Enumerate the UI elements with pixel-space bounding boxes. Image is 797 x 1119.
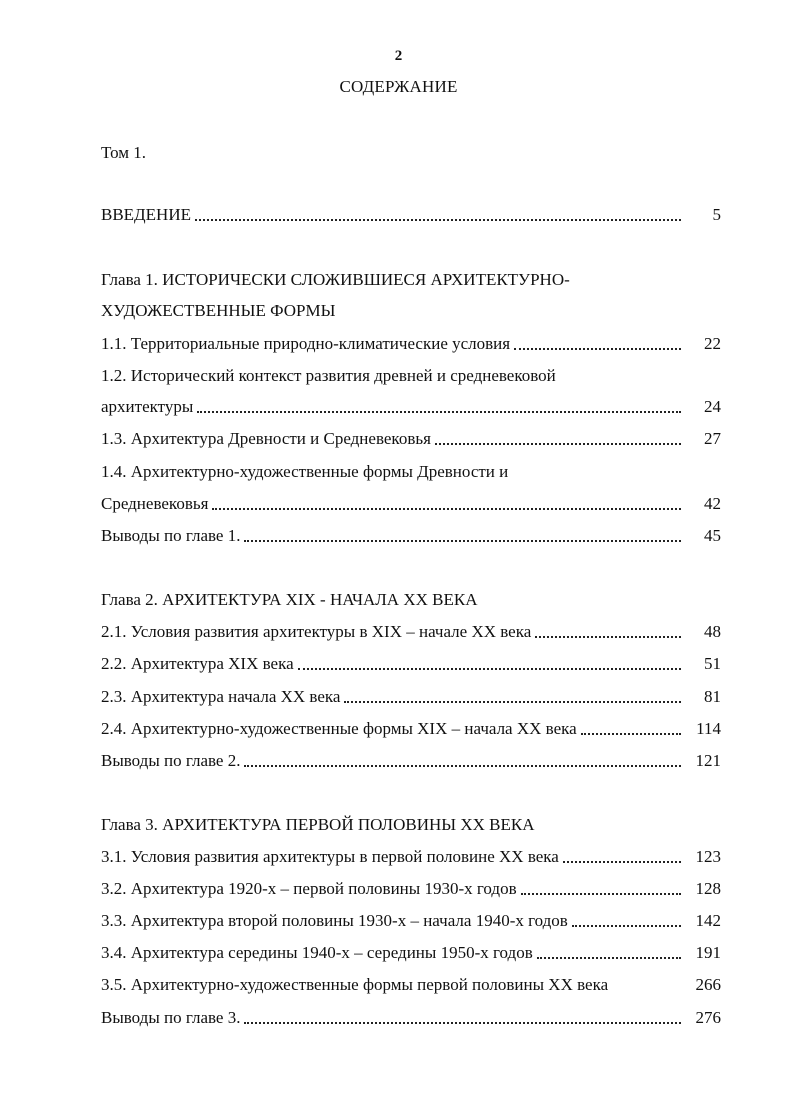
toc-entry-label: 3.4. Архитектура середины 1940-х – середины 1950-х годов bbox=[101, 943, 533, 962]
dot-leader bbox=[244, 539, 681, 542]
toc-entry-page: 5 bbox=[712, 205, 721, 224]
dot-leader bbox=[244, 1021, 681, 1024]
dot-leader bbox=[435, 442, 681, 445]
dot-leader bbox=[298, 667, 681, 670]
toc-entry-page: 24 bbox=[704, 397, 721, 416]
dot-leader bbox=[572, 924, 681, 927]
toc-entry-1-4 bbox=[101, 494, 721, 514]
toc-entry-3-3 bbox=[101, 911, 721, 931]
toc-entry-2-4 bbox=[101, 719, 721, 739]
toc-entry-1-2 bbox=[101, 397, 721, 417]
toc-entry-label: 2.3. Архитектура начала XX века bbox=[101, 687, 341, 706]
toc-entry-1-2-line1: 1.2. Исторический контекст развития древней и средневековой bbox=[101, 366, 556, 385]
toc-entry-page: 191 bbox=[695, 943, 721, 962]
toc-entry-label: ВВЕДЕНИЕ bbox=[101, 205, 191, 224]
toc-entry-label: 1.3. Архитектура Древности и Средневековья bbox=[101, 429, 431, 448]
page-title: СОДЕРЖАНИЕ bbox=[339, 77, 458, 96]
toc-entry-page: 42 bbox=[704, 494, 721, 513]
toc-entry-label: 3.5. Архитектурно-художественные формы первой половины XX века bbox=[101, 975, 609, 994]
page-number: 2 bbox=[394, 48, 403, 64]
toc-entry-1-1 bbox=[101, 334, 721, 354]
dot-leader bbox=[537, 956, 681, 959]
volume-label: Том 1. bbox=[101, 143, 147, 162]
dot-leader bbox=[244, 764, 681, 767]
toc-entry-label: Выводы по главе 1. bbox=[101, 526, 241, 545]
toc-entry-label: 1.1. Территориальные природно-климатические условия bbox=[101, 334, 511, 353]
toc-entry-2-3 bbox=[101, 687, 721, 707]
toc-entry-page: 276 bbox=[695, 1008, 721, 1027]
dot-leader bbox=[581, 732, 681, 735]
toc-entry-conclusion-3 bbox=[101, 1008, 721, 1028]
toc-entry-page: 128 bbox=[695, 879, 721, 898]
toc-entry-page: 22 bbox=[704, 334, 721, 353]
toc-entry-page: 48 bbox=[704, 622, 721, 641]
dot-leader bbox=[195, 218, 681, 221]
toc-entry-label: 2.1. Условия развития архитектуры в XIX – начале XX века bbox=[101, 622, 532, 641]
toc-entry-intro bbox=[101, 205, 721, 225]
toc-entry-label: 2.4. Архитектурно-художественные формы XIX – начала XX века bbox=[101, 719, 577, 738]
toc-entry-label: архитектуры bbox=[101, 397, 194, 416]
chapter-heading-1: Глава 1. ИСТОРИЧЕСКИ СЛОЖИВШИЕСЯ АРХИТЕКТУРНО- bbox=[101, 270, 570, 289]
dot-leader bbox=[514, 347, 681, 350]
toc-entry-3-4 bbox=[101, 943, 721, 963]
toc-entry-label: 3.2. Архитектура 1920-х – первой половины 1930-х годов bbox=[101, 879, 517, 898]
toc-entry-label: 3.1. Условия развития архитектуры в первой половине XX века bbox=[101, 847, 559, 866]
toc-entry-page: 114 bbox=[696, 719, 721, 738]
toc-entry-3-1 bbox=[101, 847, 721, 867]
dot-leader bbox=[563, 860, 681, 863]
toc-entry-label: Выводы по главе 2. bbox=[101, 751, 241, 770]
toc-entry-2-2 bbox=[101, 654, 721, 674]
toc-entry-1-3 bbox=[101, 429, 721, 449]
toc-entry-3-5 bbox=[101, 975, 721, 995]
dot-leader bbox=[212, 507, 681, 510]
dot-leader bbox=[535, 635, 681, 638]
toc-entry-2-1 bbox=[101, 622, 721, 642]
toc-entry-page: 121 bbox=[695, 751, 721, 770]
dot-leader bbox=[521, 892, 681, 895]
toc-entry-conclusion-1 bbox=[101, 526, 721, 546]
toc-entry-3-2 bbox=[101, 879, 721, 899]
chapter-heading-3: Глава 3. АРХИТЕКТУРА ПЕРВОЙ ПОЛОВИНЫ XX ВЕКА bbox=[101, 815, 535, 834]
toc-entry-conclusion-2 bbox=[101, 751, 721, 771]
toc-entry-page: 45 bbox=[704, 526, 721, 545]
toc-entry-label: Средневековья bbox=[101, 494, 209, 513]
toc-entry-page: 142 bbox=[695, 911, 721, 930]
toc-entry-page: 27 bbox=[704, 429, 721, 448]
toc-entry-label: 2.2. Архитектура XIX века bbox=[101, 654, 294, 673]
dot-leader bbox=[197, 410, 681, 413]
toc-entry-page: 123 bbox=[695, 847, 721, 866]
toc-entry-page: 266 bbox=[695, 975, 721, 994]
toc-entry-page: 51 bbox=[704, 654, 721, 673]
toc-entry-label: Выводы по главе 3. bbox=[101, 1008, 241, 1027]
toc-entry-page: 81 bbox=[704, 687, 721, 706]
chapter-heading-2: Глава 2. АРХИТЕКТУРА XIX - НАЧАЛА XX ВЕКА bbox=[101, 590, 478, 609]
dot-leader bbox=[344, 700, 681, 703]
toc-entry-1-4-line1: 1.4. Архитектурно-художественные формы Древности и bbox=[101, 462, 509, 481]
chapter-heading-1-cont: ХУДОЖЕСТВЕННЫЕ ФОРМЫ bbox=[101, 301, 336, 320]
toc-entry-label: 3.3. Архитектура второй половины 1930-х – начала 1940-х годов bbox=[101, 911, 568, 930]
